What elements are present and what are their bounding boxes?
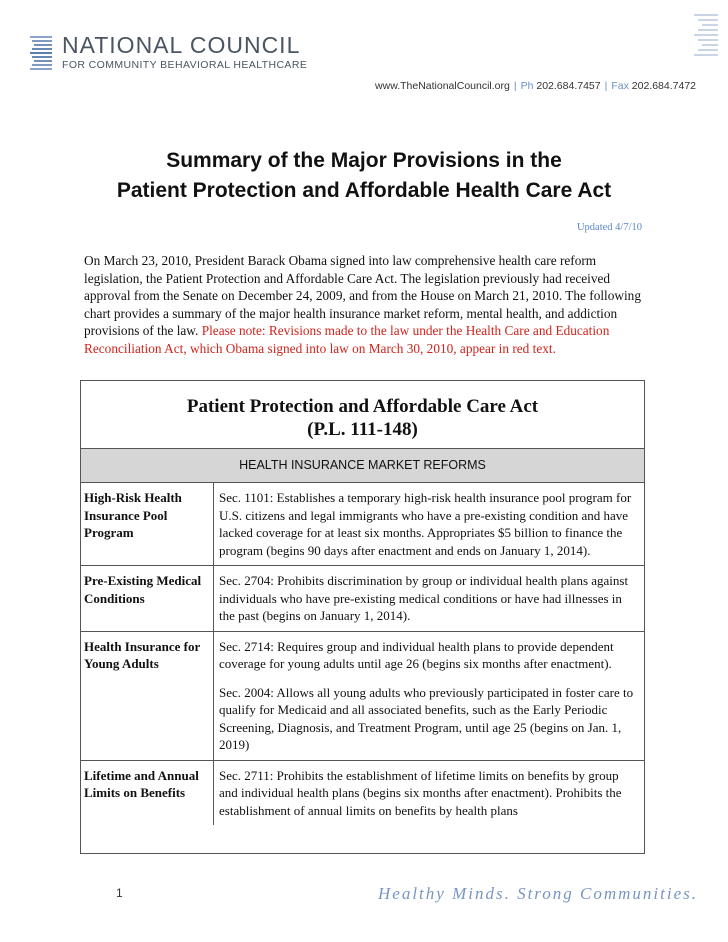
logo-name: NATIONAL COUNCIL	[62, 32, 301, 58]
phone-label: Ph	[520, 80, 534, 92]
intro-body: On March 23, 2010, President Barack Obama signed into law comprehensive health care reform legislation, the Patient Protection and Affordable Care Act. The legislation previously had received approval from the Senate on December 24, 2009, and from the House on March 21, 2010. The following chart provides a summary of the major health insurance market reform, mental health, and addiction provisions of the law.	[84, 253, 641, 338]
provision-text: Sec. 1101: Establishes a temporary high-risk health insurance pool program for U.S. citizens and legal immigrants who have a pre-existing condition and have lacked coverage for at least six months. Appropriates $5 billion to finance the program (begins 90 days after enactment and ends on January 1, 2014).	[219, 490, 632, 558]
document-title	[0, 146, 728, 206]
updated-date: Updated 4/7/10	[576, 222, 642, 233]
logo-subtitle: FOR COMMUNITY BEHAVIORAL HEALTHCARE	[62, 59, 308, 71]
separator: |	[604, 80, 608, 92]
table-title-line-1: Patient Protection and Affordable Care Act	[186, 396, 539, 417]
row-label: Health Insurance for Young Adults	[81, 632, 214, 760]
page-number: 1	[116, 886, 123, 900]
table-row	[81, 761, 644, 826]
fax-number: 202.684.7472	[631, 80, 696, 92]
provision-text: Sec. 2711: Prohibits the establishment of lifetime limits on benefits by group and individual health plans (begins six months after enactment). Prohibits the establishment of annual limits on benefits by health plans	[219, 767, 622, 818]
row-description	[214, 761, 644, 826]
title-line-2: Patient Protection and Affordable Health Care Act	[116, 179, 612, 202]
intro-paragraph	[84, 252, 654, 357]
provision-text: Sec. 2714: Requires group and individual health plans to provide dependent coverage for young adults until age 26 (begins six months after enactment).	[219, 638, 614, 671]
revision-note: Please note: Revisions made to the law under the Health Care and Education Reconciliation Act, which Obama signed into law on March 30, 2010, appear in red text.	[84, 323, 610, 356]
website-link[interactable]: www.TheNationalCouncil.org	[375, 80, 510, 92]
row-label: Pre-Existing Medical Conditions	[81, 566, 214, 631]
footer-tagline: Healthy Minds. Strong Communities.	[378, 884, 698, 903]
row-description	[214, 483, 644, 565]
phone-number: 202.684.7457	[536, 80, 601, 92]
table-title	[81, 381, 644, 449]
row-description	[214, 566, 644, 631]
national-council-logo	[30, 34, 307, 74]
provision-text: Sec. 2704: Prohibits discrimination by group or individual health plans against individuals who have pre-existing medical conditions or have had illnesses in the past (begins on January 1, 2014).	[219, 573, 629, 623]
corner-stripes-icon	[680, 10, 720, 70]
provisions-table	[80, 380, 645, 854]
table-title-line-2: (P.L. 111-148)	[307, 419, 418, 440]
table-row	[81, 632, 644, 761]
row-label: High-Risk Health Insurance Pool Program	[81, 483, 214, 565]
table-row	[81, 483, 644, 566]
title-line-1: Summary of the Major Provisions in the	[166, 149, 562, 172]
provision-text: Sec. 2004: Allows all young adults who previously participated in foster care to qualify for Medicaid and all associated benefits, such as the Early Periodic Screening, Diagnosis, and Treatment Program, until age 25 (begins on Jan. 1, 2019)	[219, 684, 634, 752]
separator: |	[513, 80, 517, 92]
row-label: Lifetime and Annual Limits on Benefits	[81, 761, 214, 826]
fax-label: Fax	[611, 80, 629, 92]
table-row	[81, 566, 644, 632]
logo-stripes-icon	[30, 34, 56, 74]
contact-info	[375, 80, 696, 92]
row-description	[214, 632, 644, 760]
section-heading: HEALTH INSURANCE MARKET REFORMS	[81, 449, 644, 483]
